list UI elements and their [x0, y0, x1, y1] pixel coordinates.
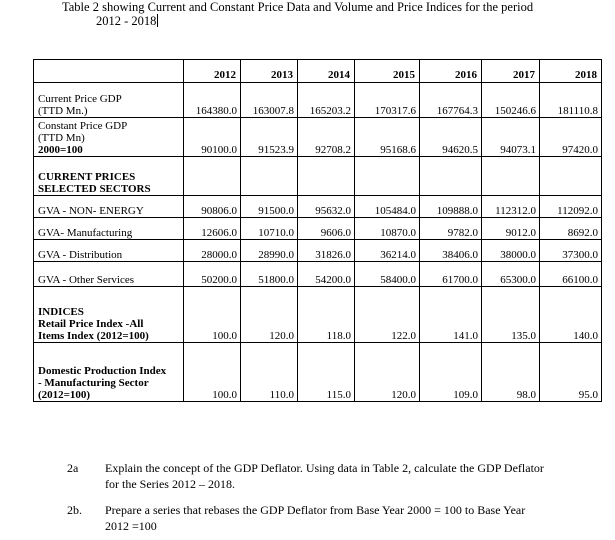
- table-cell: 28990.0: [241, 240, 298, 262]
- year-header: 2018: [540, 60, 602, 83]
- table-cell: 9782.0: [420, 218, 482, 240]
- constant-gdp-row: [34, 118, 602, 157]
- table-cell: 31826.0: [298, 240, 355, 262]
- question-text: 2012 =100: [105, 519, 157, 533]
- table-cell: 58400.0: [355, 262, 420, 287]
- section-indices-label: INDICES: [38, 306, 84, 318]
- table-cell: 8692.0: [540, 218, 602, 240]
- table-cell: 95168.6: [355, 118, 420, 157]
- year-header: 2015: [355, 60, 420, 83]
- year-header-row: [34, 60, 602, 83]
- question-text: for the Series 2012 – 2018.: [105, 477, 235, 491]
- table-row: [34, 196, 602, 218]
- table-cell: 36214.0: [355, 240, 420, 262]
- table-cell: 50200.0: [184, 262, 241, 287]
- data-table: [33, 59, 602, 402]
- sector-label: GVA - Other Services: [34, 262, 184, 287]
- question-number: 2b.: [67, 503, 82, 517]
- question-text: Explain the concept of the GDP Deflator. Using data in Table 2, calculate the GDP Deflator: [105, 461, 544, 475]
- header-blank-cell: [34, 60, 184, 83]
- question-number: 2a: [67, 461, 79, 475]
- table-cell: 54200.0: [298, 262, 355, 287]
- table-cell: 66100.0: [540, 262, 602, 287]
- table-cell: 92708.2: [298, 118, 355, 157]
- dpi-row: [34, 343, 602, 402]
- table-row: [34, 240, 602, 262]
- dpi-label: Domestic Production Index - Manufacturing Sector (2012=100): [34, 343, 184, 402]
- section-current-prices-row: [34, 157, 602, 196]
- table-cell: 100.0: [184, 343, 241, 402]
- table-cell: 94620.5: [420, 118, 482, 157]
- rpi-label: INDICES Retail Price Index -All Items Index (2012=100): [34, 287, 184, 343]
- year-header: 2016: [420, 60, 482, 83]
- table-row: [34, 262, 602, 287]
- table-cell: 181110.8: [540, 83, 602, 118]
- table-cell: 135.0: [482, 287, 540, 343]
- year-header: 2012: [184, 60, 241, 83]
- table-cell: 167764.3: [420, 83, 482, 118]
- table-cell: 10710.0: [241, 218, 298, 240]
- table-cell: 120.0: [241, 287, 298, 343]
- table-cell: 150246.6: [482, 83, 540, 118]
- table-cell: 112092.0: [540, 196, 602, 218]
- current-gdp-row: [34, 83, 602, 118]
- table-cell: 109.0: [420, 343, 482, 402]
- table-cell: 65300.0: [482, 262, 540, 287]
- table-cell: 9012.0: [482, 218, 540, 240]
- table-row: [34, 218, 602, 240]
- table-cell: 170317.6: [355, 83, 420, 118]
- section-current-prices-label: CURRENT PRICES SELECTED SECTORS: [34, 157, 184, 196]
- table-cell: 163007.8: [241, 83, 298, 118]
- table-cell: 61700.0: [420, 262, 482, 287]
- sector-label: GVA - Distribution: [34, 240, 184, 262]
- constant-gdp-label: Constant Price GDP (TTD Mn) 2000=100: [34, 118, 184, 157]
- table-cell: 112312.0: [482, 196, 540, 218]
- current-gdp-label: Current Price GDP (TTD Mn.): [34, 83, 184, 118]
- table-cell: 118.0: [298, 287, 355, 343]
- table-cell: 9606.0: [298, 218, 355, 240]
- table-cell: 95.0: [540, 343, 602, 402]
- table-cell: 38000.0: [482, 240, 540, 262]
- table-cell: 165203.2: [298, 83, 355, 118]
- table-caption: [62, 0, 582, 28]
- table-cell: 120.0: [355, 343, 420, 402]
- year-header: 2013: [241, 60, 298, 83]
- table-cell: 38406.0: [420, 240, 482, 262]
- table-cell: 37300.0: [540, 240, 602, 262]
- table-cell: 91500.0: [241, 196, 298, 218]
- table-cell: 110.0: [241, 343, 298, 402]
- table-cell: 90806.0: [184, 196, 241, 218]
- table-cell: 51800.0: [241, 262, 298, 287]
- table-cell: 95632.0: [298, 196, 355, 218]
- table-cell: 10870.0: [355, 218, 420, 240]
- table-cell: 115.0: [298, 343, 355, 402]
- caption-line-1: Table 2 showing Current and Constant Price Data and Volume and Price Indices for the period: [62, 0, 534, 14]
- table-cell: 140.0: [540, 287, 602, 343]
- table-cell: 105484.0: [355, 196, 420, 218]
- table-cell: 141.0: [420, 287, 482, 343]
- year-header: 2017: [482, 60, 540, 83]
- table-cell: 98.0: [482, 343, 540, 402]
- table-cell: 100.0: [184, 287, 241, 343]
- text-cursor: [157, 14, 158, 27]
- year-header: 2014: [298, 60, 355, 83]
- sector-label: GVA - NON- ENERGY: [34, 196, 184, 218]
- rpi-row: [34, 287, 602, 343]
- table-cell: 122.0: [355, 287, 420, 343]
- table-cell: 164380.0: [184, 83, 241, 118]
- table-cell: 109888.0: [420, 196, 482, 218]
- caption-line-2: 2012 - 2018: [96, 14, 157, 28]
- table-cell: 12606.0: [184, 218, 241, 240]
- table-cell: 97420.0: [540, 118, 602, 157]
- table-cell: 90100.0: [184, 118, 241, 157]
- question-text: Prepare a series that rebases the GDP Deflator from Base Year 2000 = 100 to Base Year: [105, 503, 526, 517]
- table-cell: 94073.1: [482, 118, 540, 157]
- sector-label: GVA- Manufacturing: [34, 218, 184, 240]
- table-cell: 28000.0: [184, 240, 241, 262]
- table-cell: 91523.9: [241, 118, 298, 157]
